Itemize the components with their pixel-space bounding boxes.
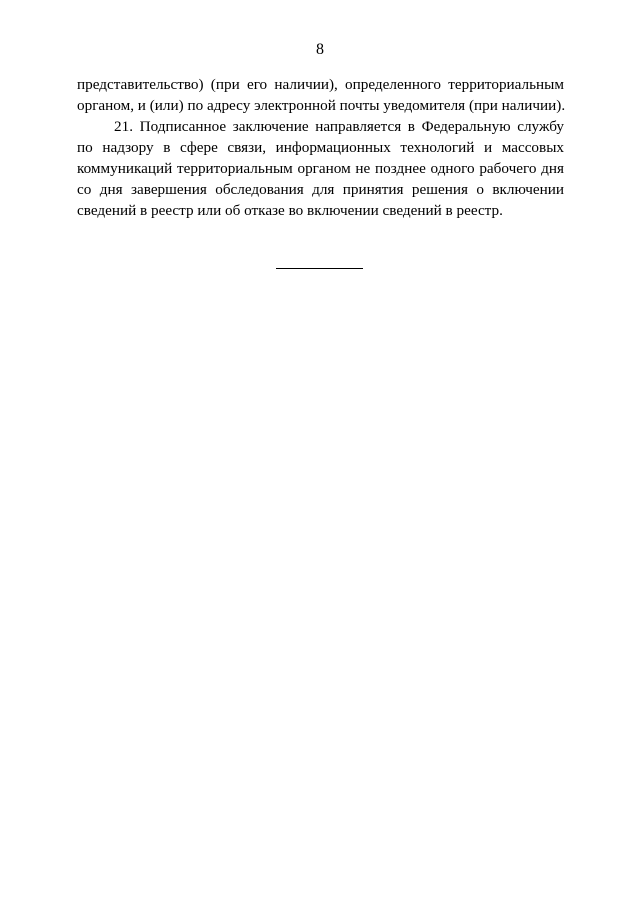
text-line: сведений в реестр или об отказе во включении сведений в реестр. bbox=[77, 202, 503, 219]
page-number: 8 bbox=[316, 41, 324, 58]
text-line: представительство) (при его наличии), определенного территориальным bbox=[77, 76, 564, 93]
text-line: по надзору в сфере связи, информационных технологий и массовых bbox=[77, 139, 564, 156]
paragraph-continuation bbox=[77, 74, 564, 116]
text-line: органом, и (или) по адресу электронной почты уведомителя (при наличии). bbox=[77, 97, 566, 114]
paragraph-21 bbox=[77, 116, 564, 221]
body-text bbox=[77, 74, 564, 221]
text-line: со дня завершения обследования для принятия решения о включении bbox=[77, 181, 564, 198]
end-separator-line bbox=[276, 268, 363, 269]
text-line: коммуникаций территориальным органом не позднее одного рабочего дня bbox=[77, 160, 564, 177]
text-line: 21. Подписанное заключение направляется в Федеральную службу bbox=[114, 118, 564, 135]
